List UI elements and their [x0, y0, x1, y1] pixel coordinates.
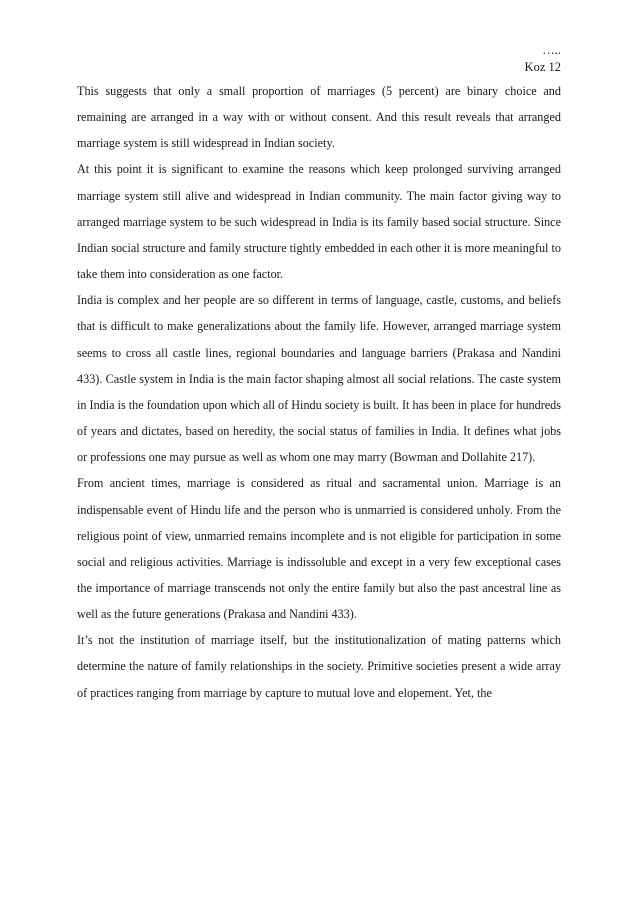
- paragraph-4: From ancient times, marriage is considered as ritual and sacramental union. Marriage is an indispensable event of Hindu life and the person who is unmarried is considered unholy. From the religious point of view, unmarried remains incomplete and is not eligible for participation in some social and religious activities. Marriage is indissoluble and except in a very few exceptional cases the importance of marriage transcends not only the entire family but also the past ancestral line as well as the future generations (Prakasa and Nandini 433).: [77, 476, 561, 622]
- page-header: [525, 42, 561, 76]
- paragraph-2: At this point it is significant to examine the reasons which keep prolonged surviving arranged marriage system still alive and widespread in Indian community. The main factor giving way to arranged marriage system to be such widespread in India is its family based social structure. Since Indian social structure and family structure tightly embedded in each other it is more meaningful to take them into consideration as one factor.: [77, 162, 561, 282]
- paragraph-5: It’s not the institution of marriage itself, but the institutionalization of mating patterns which determine the nature of family relationships in the society. Primitive societies present a wide array of practices ranging from marriage by capture to mutual love and elopement. Yet, the: [77, 633, 561, 700]
- body-text: [77, 78, 561, 706]
- paragraph-3: India is complex and her people are so different in terms of language, castle, customs, and beliefs that is difficult to make generalizations about the family life. However, arranged marriage system seems to cross all castle lines, regional boundaries and language barriers (Prakasa and Nandini 433). Castle system in India is the main factor shaping almost all social relations. The caste system in India is the foundation upon which all of Hindu society is built. It has been in place for hundreds of years and dictates, based on heredity, the social status of families in India. It defines what jobs or professions one may pursue as well as whom one may marry (Bowman and Dollahite 217).: [77, 293, 562, 465]
- page-number-label: Koz 12: [524, 60, 561, 74]
- paragraph-1: This suggests that only a small proportion of marriages (5 percent) are binary choice and remaining are arranged in a way with or without consent. And this result reveals that arranged marriage system is still widespread in Indian society.: [77, 84, 561, 151]
- header-ellipsis: …..: [542, 43, 561, 57]
